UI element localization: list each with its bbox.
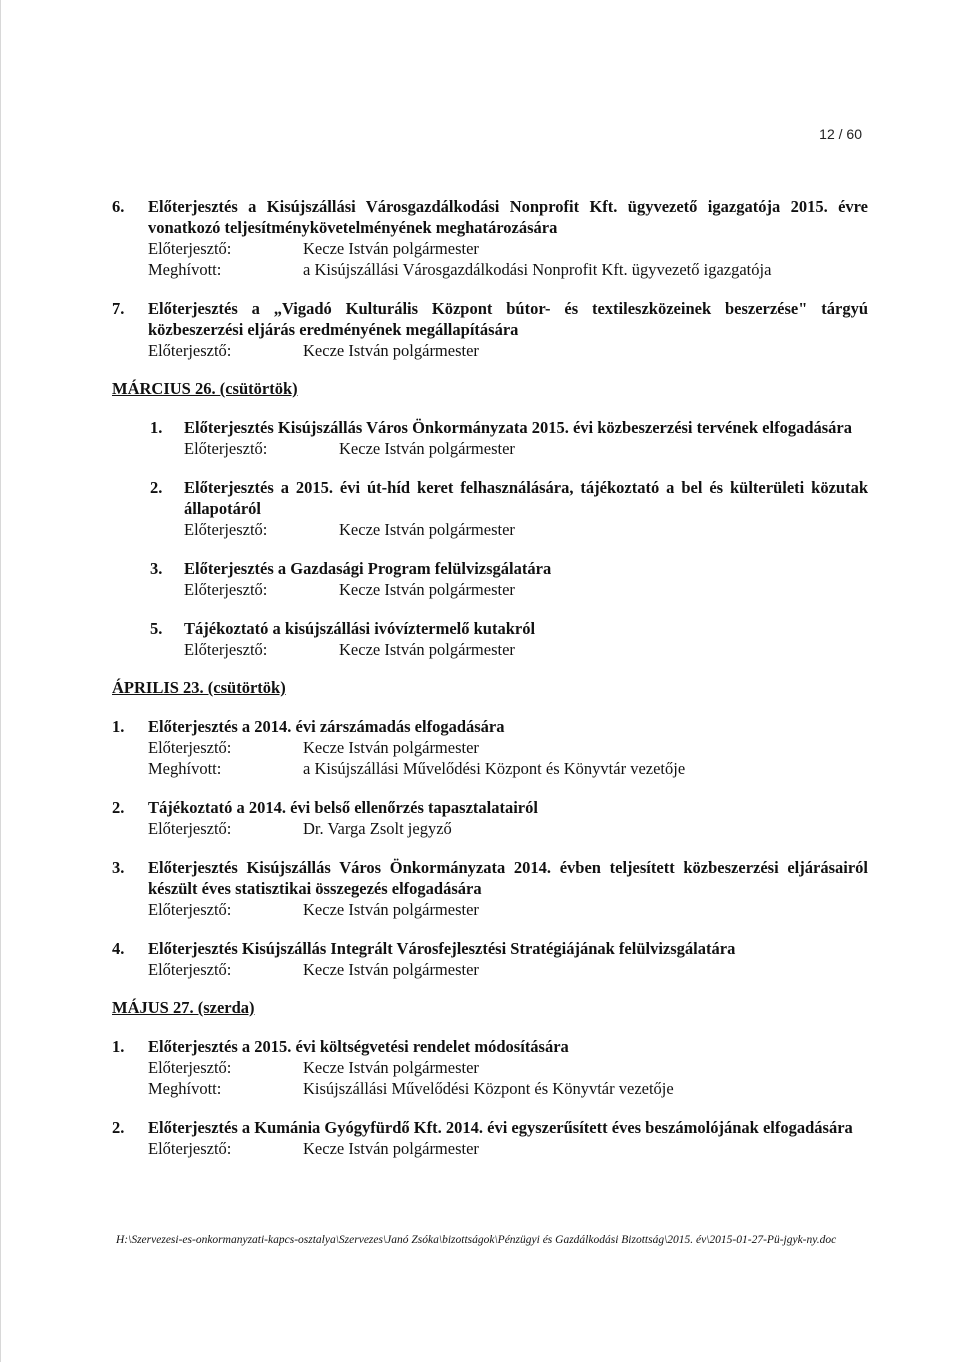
agenda-item-title: Tájékoztató a kisújszállási ivóvíztermelő kutakról	[184, 619, 536, 638]
april-header: ÁPRILIS 23. (csütörtök)	[112, 678, 286, 697]
meta-value: Kecze István polgármester	[303, 341, 479, 360]
meta-label: Előterjesztő:	[148, 738, 232, 757]
agenda-item-meta	[148, 238, 868, 259]
agenda-item-number: 2.	[150, 478, 163, 497]
agenda-item	[112, 1117, 868, 1159]
agenda-item-meta	[148, 758, 868, 779]
meta-label: Meghívott:	[148, 1079, 222, 1098]
may-section	[112, 998, 868, 1159]
agenda-item-number: 2.	[112, 798, 125, 817]
meta-label: Előterjesztő:	[148, 819, 232, 838]
agenda-item	[112, 298, 868, 361]
april-section	[112, 678, 868, 980]
agenda-item-title: Előterjesztés a 2015. évi út-híd keret felhasználására, tájékoztató a bel és külterületi közutak állapotáról	[184, 478, 868, 518]
agenda-item-number: 1.	[150, 418, 163, 437]
agenda-item-meta	[148, 899, 868, 920]
agenda-item-number: 1.	[112, 1037, 125, 1056]
meta-label: Előterjesztő:	[184, 580, 268, 599]
agenda-item-meta	[184, 438, 868, 459]
agenda-item-title: Előterjesztés a Gazdasági Program felülvizsgálatára	[184, 559, 552, 578]
february-items	[112, 196, 868, 361]
agenda-item-meta	[148, 1078, 868, 1099]
meta-label: Előterjesztő:	[148, 900, 232, 919]
agenda-item	[112, 1036, 868, 1099]
meta-value: Kecze István polgármester	[303, 239, 479, 258]
document-body	[112, 196, 868, 1177]
meta-label: Meghívott:	[148, 260, 222, 279]
meta-value: Kecze István polgármester	[303, 1058, 479, 1077]
page-number: 12 / 60	[819, 126, 862, 142]
agenda-item-number: 5.	[150, 619, 163, 638]
meta-value: Dr. Varga Zsolt jegyző	[303, 819, 452, 838]
agenda-item	[112, 196, 868, 280]
meta-value: Kecze István polgármester	[339, 640, 515, 659]
meta-value: Kisújszállási Művelődési Központ és Könyvtár vezetője	[303, 1079, 674, 1098]
agenda-item-title: Előterjesztés a Kumánia Gyógyfürdő Kft. 2014. évi egyszerűsített éves beszámolójának elfogadására	[148, 1118, 853, 1137]
meta-label: Előterjesztő:	[148, 239, 232, 258]
meta-label: Előterjesztő:	[148, 341, 232, 360]
agenda-item-title: Előterjesztés a 2015. évi költségvetési rendelet módosítására	[148, 1037, 569, 1056]
meta-value: Kecze István polgármester	[303, 1139, 479, 1158]
agenda-item-meta	[148, 259, 868, 280]
scan-edge	[0, 0, 1, 1362]
may-items	[112, 1036, 868, 1159]
agenda-item-meta	[184, 639, 868, 660]
agenda-item	[112, 716, 868, 779]
meta-value: Kecze István polgármester	[339, 520, 515, 539]
april-items	[112, 716, 868, 980]
agenda-item	[150, 618, 868, 660]
agenda-item-title: Előterjesztés Kisújszállás Integrált Városfejlesztési Stratégiájának felülvizsgálatára	[148, 939, 736, 958]
agenda-item-meta	[184, 519, 868, 540]
agenda-item-title: Előterjesztés Kisújszállás Város Önkormányzata 2015. évi közbeszerzési tervének elfogadására	[184, 418, 852, 437]
agenda-item-title: Előterjesztés a „Vigadó Kulturális Központ bútor- és textileszközeinek beszerzése" tárgyú közbeszerzési eljárás eredményének megállapítására	[148, 299, 868, 339]
agenda-item-meta	[184, 579, 868, 600]
meta-value: Kecze István polgármester	[303, 960, 479, 979]
meta-value: a Kisújszállási Művelődési Központ és Könyvtár vezetője	[303, 759, 686, 778]
agenda-item-meta	[148, 340, 868, 361]
meta-value: Kecze István polgármester	[303, 738, 479, 757]
march-section	[112, 379, 868, 660]
agenda-item	[112, 938, 868, 980]
agenda-item-title: Tájékoztató a 2014. évi belső ellenőrzés tapasztalatairól	[148, 798, 538, 817]
agenda-item-number: 3.	[150, 559, 163, 578]
agenda-item	[150, 477, 868, 540]
meta-label: Előterjesztő:	[148, 1058, 232, 1077]
agenda-item-meta	[148, 959, 868, 980]
agenda-item	[150, 558, 868, 600]
agenda-item-number: 1.	[112, 717, 125, 736]
meta-label: Előterjesztő:	[148, 1139, 232, 1158]
agenda-item-number: 4.	[112, 939, 125, 958]
meta-value: a Kisújszállási Városgazdálkodási Nonprofit Kft. ügyvezető igazgatója	[303, 260, 772, 279]
meta-label: Előterjesztő:	[184, 520, 268, 539]
agenda-item-number: 3.	[112, 858, 125, 877]
agenda-item	[112, 797, 868, 839]
agenda-item-number: 7.	[112, 299, 125, 318]
agenda-item	[150, 417, 868, 459]
meta-label: Előterjesztő:	[184, 640, 268, 659]
meta-value: Kecze István polgármester	[303, 900, 479, 919]
agenda-item-meta	[148, 818, 868, 839]
meta-value: Kecze István polgármester	[339, 580, 515, 599]
march-items	[112, 417, 868, 660]
agenda-item-title: Előterjesztés a 2014. évi zárszámadás elfogadására	[148, 717, 505, 736]
agenda-item-number: 6.	[112, 197, 125, 216]
agenda-item-meta	[148, 1138, 868, 1159]
agenda-item-meta	[148, 1057, 868, 1078]
may-header: MÁJUS 27. (szerda)	[112, 998, 255, 1017]
agenda-item-title: Előterjesztés a Kisújszállási Városgazdálkodási Nonprofit Kft. ügyvezető igazgatója 2015. évre vonatkozó teljesítménykövetelményének meghatározására	[148, 197, 868, 237]
agenda-item-number: 2.	[112, 1118, 125, 1137]
agenda-item-title: Előterjesztés Kisújszállás Város Önkormányzata 2014. évben teljesített közbeszerzési eljárásairól készült éves statisztikai összegezés elfogadására	[148, 858, 868, 898]
meta-value: Kecze István polgármester	[339, 439, 515, 458]
agenda-item-meta	[148, 737, 868, 758]
agenda-item	[112, 857, 868, 920]
meta-label: Előterjesztő:	[184, 439, 268, 458]
footer-file-path: H:\Szervezesi-es-onkormanyzati-kapcs-osztalya\Szervezes\Janó Zsóka\bizottságok\Pénzügyi és Gazdálkodási Bizottság\2015. év\2015-01-27-Pü-jgyk-ny.doc	[116, 1234, 837, 1246]
meta-label: Meghívott:	[148, 759, 222, 778]
march-header: MÁRCIUS 26. (csütörtök)	[112, 379, 298, 398]
meta-label: Előterjesztő:	[148, 960, 232, 979]
